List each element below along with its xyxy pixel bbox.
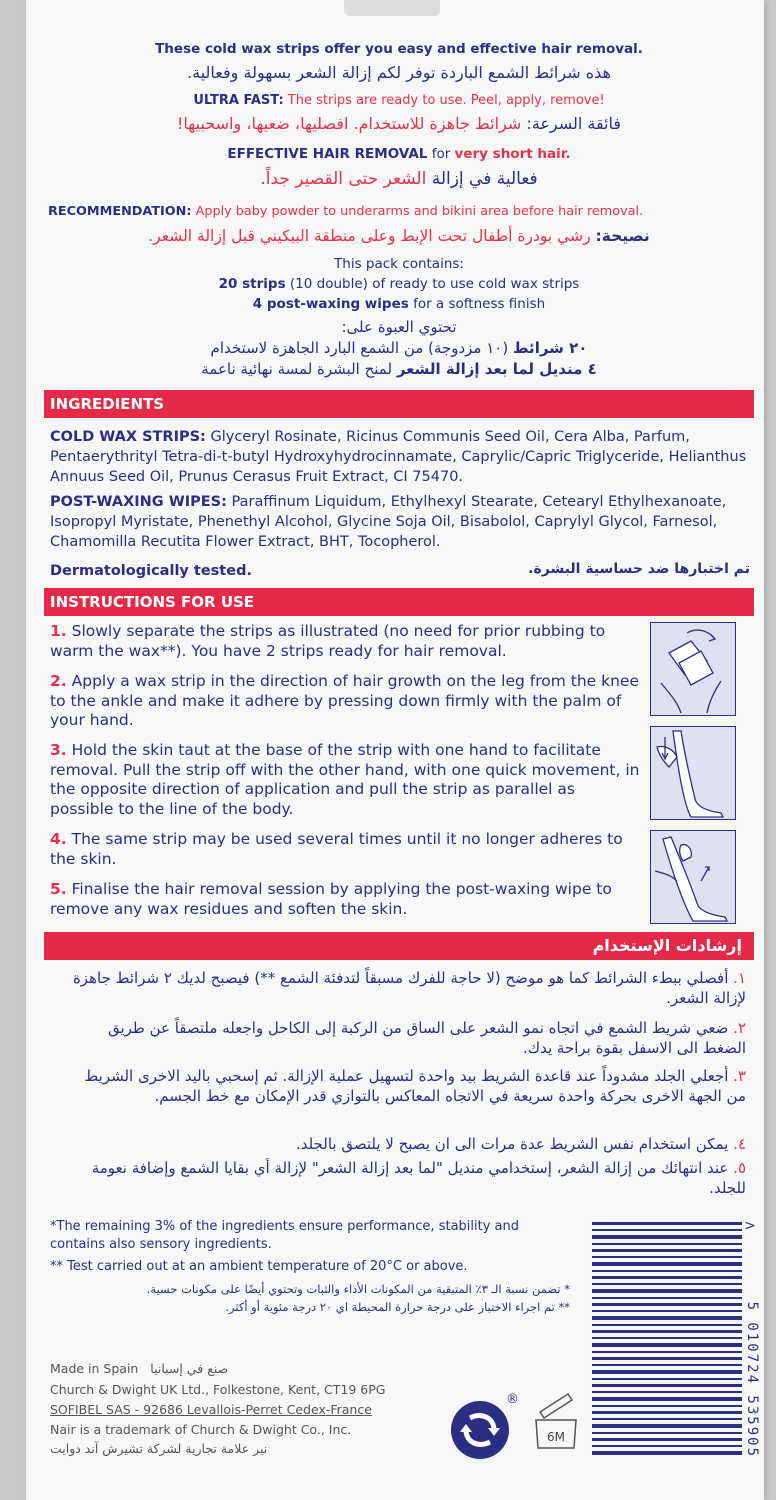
ultra-fast-ar-label: فائقة السرعة: bbox=[526, 114, 622, 133]
intro-en: These cold wax strips offer you easy and effective hair removal. bbox=[155, 41, 643, 57]
ultra-fast-text: The strips are ready to use. Peel, apply, remove! bbox=[287, 93, 605, 108]
ingredients-wipes bbox=[50, 492, 750, 552]
effective-ar-a: فعالية في إزالة bbox=[431, 169, 538, 189]
pack-ar-wipes-bold: ٤ منديل لما بعد إزالة الشعر bbox=[396, 360, 597, 378]
step-text: Slowly separate the strips as illustrated (no need for prior rubbing to warm the wax**). You have 2 strips ready for hair removal. bbox=[50, 622, 606, 660]
instruction-step-3 bbox=[50, 741, 640, 819]
footnote-2-ar: ** تم اجراء الاختبار على درجة حرارة المحيطة اي ٢٠ درجة مئوية أو أكثر. bbox=[225, 1300, 570, 1314]
barcode-digits: 5 010724 535905 bbox=[744, 1301, 760, 1458]
recycling-icon bbox=[448, 1398, 512, 1462]
step-text: عند انتهائك من إزالة الشعر، إستخدامي منديل "لما بعد إزالة الشعر" لإزالة أي بقايا الشمع وإضافة نعومة للجلد. bbox=[91, 1159, 746, 1197]
step-number: ٥. bbox=[733, 1159, 746, 1177]
pack-ar-strips-rest: (١٠ مزدوجة) من الشمع البارد الجاهزة لاستخدام bbox=[210, 339, 509, 357]
intro-ar: هذه شرائط الشمع الباردة توفر لكم إزالة الشعر بسهولة وفعالية. bbox=[187, 63, 611, 82]
footnote-2: ** Test carried out at an ambient temperature of 20°C or above. bbox=[50, 1259, 468, 1274]
step-number: ٢. bbox=[733, 1019, 746, 1037]
recommendation-ar-text: رشي بودرة أطفال تحت الإبط وعلى منطقة البيكيني قبل إزالة الشعر. bbox=[148, 227, 591, 245]
effective-ar-line bbox=[44, 169, 754, 189]
instruction-step-1 bbox=[50, 622, 640, 661]
step-text: يمكن استخدام نفس الشريط عدة مرات الى ان يصبح لا يلتصق بالجلد. bbox=[295, 1135, 729, 1153]
made-in-ar: صنع في إسبانيا bbox=[150, 1361, 229, 1376]
barcode-chevron: > bbox=[744, 1218, 756, 1234]
trademark-ar: نير علامة تجارية لشركة تشيرش آند دوايت bbox=[50, 1441, 268, 1456]
step-text: أفصلي ببطء الشرائط كما هو موضح (لا حاجة للفرك مسبقاً لتدفئة الشمع **) فيصبح لديك ٢ شرائط جاهزة لإزالة الشعر. bbox=[72, 969, 746, 1007]
ultra-fast-label: ULTRA FAST: bbox=[193, 93, 284, 108]
made-in-line bbox=[50, 1360, 228, 1378]
jar-pao-icon bbox=[528, 1392, 584, 1452]
remove-strip-illustration bbox=[650, 830, 736, 924]
instruction-ar-step-4 bbox=[66, 1134, 746, 1154]
instruction-ar-step-5 bbox=[66, 1158, 746, 1198]
instruction-ar-step-1 bbox=[66, 968, 746, 1008]
footnote-1-ar: * تضمن نسبة الـ ٣٪ المتبقية من المكونات الأداء والثبات وتحتوي أيضًا على مكونات حسية. bbox=[146, 1282, 570, 1296]
effective-ar-b: الشعر حتى القصير جداً. bbox=[260, 169, 427, 189]
pack-wipes bbox=[44, 296, 754, 312]
step-number: 5. bbox=[50, 880, 67, 898]
recommendation-label: RECOMMENDATION: bbox=[48, 204, 192, 219]
barcode bbox=[592, 1218, 760, 1458]
pack-ar-strips-bold: ٢٠ شرائط bbox=[513, 339, 588, 357]
recommendation-ar-line bbox=[44, 227, 754, 245]
instruction-ar-step-2 bbox=[66, 1018, 746, 1058]
pack-strips-bold: 20 strips bbox=[218, 276, 286, 292]
step-text: Finalise the hair removal session by applying the post-waxing wipe to remove any wax residues and soften the skin. bbox=[50, 880, 612, 918]
step-number: 4. bbox=[50, 830, 67, 848]
step-text: Hold the skin taut at the base of the strip with one hand to facilitate removal. Pull the strip off with the other hand, with one quick movement, in the opposite direction of application and pull the strip as parallel as possible to the line of the body. bbox=[50, 741, 640, 818]
step-number: ٤. bbox=[733, 1135, 746, 1153]
separate-strips-illustration bbox=[650, 622, 736, 716]
instruction-step-2 bbox=[50, 672, 640, 731]
package-back-panel bbox=[26, 0, 764, 1500]
ingredients-strips bbox=[50, 427, 750, 487]
pack-ar-wipes-rest: لمنح البشرة لمسة نهائية ناعمة bbox=[201, 360, 393, 378]
instructions-header: INSTRUCTIONS FOR USE bbox=[44, 588, 754, 616]
recommendation-ar-label: نصيحة: bbox=[595, 227, 650, 245]
effective-mid: for bbox=[431, 146, 451, 162]
sofibel-address: SOFIBEL SAS - 92686 Levallois-Perret Cedex-France bbox=[50, 1402, 372, 1417]
strips-text: Glyceryl Rosinate, Ricinus Communis Seed Oil, Cera Alba, Parfum, Pentaerythrityl Tetra-di-t-butyl Hydroxyhydrocinnamate, Caprylic/Capric Triglyceride, Helianthus Annuus Seed Oil, Prunus Cerasus Fruit Extract, CI 75470. bbox=[50, 429, 747, 485]
strips-label: COLD WAX STRIPS: bbox=[50, 429, 206, 445]
pack-wipes-rest: for a softness finish bbox=[413, 296, 546, 312]
effective-text: very short hair. bbox=[454, 146, 571, 162]
dermatologically-tested: Dermatologically tested. bbox=[50, 563, 252, 579]
pack-wipes-bold: 4 post-waxing wipes bbox=[252, 296, 409, 312]
pack-title: This pack contains: bbox=[334, 256, 464, 272]
wipes-text: Paraffinum Liquidum, Ethylhexyl Stearate, Cetearyl Ethylhexanoate, Isopropyl Myristate, Phenethyl Alcohol, Glycine Soja Oil, Bisabolol, Caprylyl Glycol, Farnesol, Chamomilla Recutita Flower Extract, BHT, Tocopherol. bbox=[50, 494, 727, 550]
recommendation-text: Apply baby powder to underarms and bikini area before hair removal. bbox=[195, 204, 644, 219]
step-number: ٣. bbox=[733, 1067, 746, 1085]
footnote-1: *The remaining 3% of the ingredients ensure performance, stability and contains also sensory ingredients. bbox=[50, 1219, 519, 1252]
instruction-ar-step-3 bbox=[66, 1066, 746, 1106]
pack-ar-title: تحتوي العبوة على: bbox=[341, 318, 457, 336]
step-text: ضعي شريط الشمع في اتجاه نمو الشعر على الساق من الركبة إلى الكاحل واجعله ملتصقاً عن طريق الضغط الى الاسفل بقوة براحة يدك. bbox=[107, 1019, 746, 1057]
trademark-en: Nair is a trademark of Church & Dwight Co., Inc. bbox=[50, 1422, 352, 1437]
step-number: ١. bbox=[733, 969, 746, 987]
step-number: 2. bbox=[50, 672, 67, 690]
pack-strips bbox=[44, 276, 754, 292]
pack-strips-rest: (10 double) of ready to use cold wax strips bbox=[289, 276, 580, 292]
company-address: Church & Dwight UK Ltd., Folkestone, Kent, CT19 6PG bbox=[50, 1382, 386, 1397]
instructions-ar-header: إرشادات الإستخدام bbox=[44, 932, 754, 960]
ingredients-header: INGREDIENTS bbox=[44, 390, 754, 418]
pack-ar-wipes bbox=[44, 360, 754, 378]
step-text: Apply a wax strip in the direction of hair growth on the leg from the knee to the ankle and make it adhere by pressing down firmly with the palm of your hand. bbox=[50, 672, 639, 729]
ultra-fast-ar-text: شرائط جاهزة للاستخدام. افصليها، ضعيها، واسحبيها! bbox=[176, 114, 522, 133]
effective-label: EFFECTIVE HAIR REMOVAL bbox=[227, 146, 428, 162]
step-number: 1. bbox=[50, 622, 67, 640]
pack-ar-strips bbox=[44, 339, 754, 357]
step-text: أجعلي الجلد مشدوداً عند قاعدة الشريط بيد واحدة لتسهيل عملية الإزالة. ثم إسحبي باليد الاخرى الشريط من الجهة الاخرى بحركة واحدة سريعة في الاتجاه المعاكس بالتوازي قدر الإمكان مع خط الجسم. bbox=[84, 1067, 746, 1105]
step-number: 3. bbox=[50, 741, 67, 759]
pao-label: 6M bbox=[547, 1430, 565, 1444]
made-in-en: Made in Spain bbox=[50, 1361, 139, 1376]
registered-mark: ® bbox=[506, 1392, 519, 1407]
wipes-label: POST-WAXING WIPES: bbox=[50, 494, 227, 510]
ultra-fast-ar-line bbox=[44, 114, 754, 133]
apply-strip-illustration bbox=[650, 726, 736, 820]
instruction-step-5 bbox=[50, 880, 640, 919]
box-flap-tab bbox=[344, 0, 440, 16]
instruction-step-4 bbox=[50, 830, 640, 869]
ultra-fast-line bbox=[44, 93, 754, 108]
effective-line bbox=[44, 146, 754, 162]
dermatologically-tested-ar: تم اختبارها ضد حساسية البشرة. bbox=[528, 561, 750, 577]
recommendation-line bbox=[48, 204, 758, 219]
step-text: The same strip may be used several times until it no longer adheres to the skin. bbox=[50, 830, 623, 868]
